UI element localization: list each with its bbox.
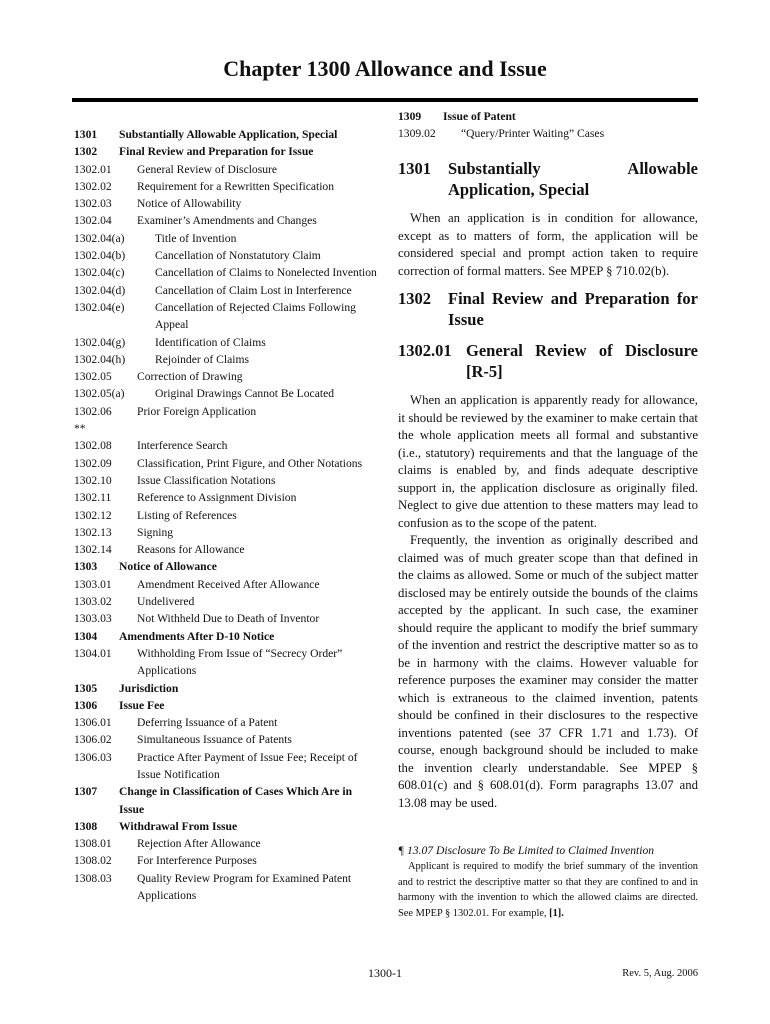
toc-title: Interference Search	[137, 439, 228, 453]
toc-title: Cancellation of Claim Lost in Interference	[155, 283, 352, 297]
toc-entry	[74, 195, 379, 212]
toc-entry	[74, 230, 379, 247]
toc-number: 1302.12	[74, 508, 112, 522]
toc-entry	[74, 247, 379, 264]
section-heading	[398, 158, 698, 200]
toc-title: Cancellation of Claims to Nonelected Invention	[155, 266, 377, 280]
chapter-title: Chapter 1300 Allowance and Issue	[223, 56, 547, 81]
toc-title: Cancellation of Rejected Claims Following Appeal	[155, 300, 356, 332]
toc-number: 1303.01	[74, 577, 112, 591]
toc-entry	[74, 455, 379, 472]
toc-number: 1308.02	[74, 854, 112, 868]
section-1302-01-body	[398, 392, 698, 812]
toc-number: 1302	[74, 145, 98, 159]
section-heading	[398, 340, 698, 382]
toc-number: 1302.04(c)	[74, 266, 125, 280]
toc-entry	[74, 507, 379, 524]
section-1301-body	[398, 210, 698, 280]
section-1302-01	[398, 340, 698, 382]
toc-number: 1301	[74, 128, 98, 141]
toc-number: 1306.03	[74, 750, 112, 764]
paragraph: When an application is in condition for allowance, except as to matters of form, the application will be considered special and prompt action taken to require correction of formal matters. See MPEP § 710.02(b).	[398, 211, 698, 278]
form-paragraph-note	[398, 843, 698, 921]
toc-title: Jurisdiction	[119, 681, 179, 695]
toc-number: 1302.04(g)	[74, 335, 126, 349]
section-1302	[398, 288, 698, 330]
section-title: General Review of Disclosure [R-5]	[466, 341, 698, 381]
toc-title: Withdrawal From Issue	[119, 819, 238, 833]
toc-title: Reference to Assignment Division	[137, 491, 297, 505]
toc-entry	[74, 558, 379, 575]
toc-number: 1302.04(e)	[74, 300, 125, 314]
section-number: 1302.01	[398, 341, 452, 360]
toc-title: Prior Foreign Application	[137, 404, 257, 418]
toc-title	[137, 420, 379, 437]
toc-entry	[74, 472, 379, 489]
toc-number: 1302.11	[74, 491, 112, 505]
toc-title: Quality Review Program for Examined Patent Applications	[137, 871, 352, 903]
toc-title: Rejoinder of Claims	[155, 352, 250, 366]
toc-number: 1302.04(d)	[74, 283, 126, 297]
toc-entry	[74, 178, 379, 195]
toc-entry	[74, 835, 379, 852]
toc-entry	[74, 593, 379, 610]
section-title: Substantially Allowable Application, Special	[448, 159, 698, 199]
toc-entry	[74, 818, 379, 835]
toc-entry	[74, 610, 379, 627]
note-title: ¶ 13.07 Disclosure To Be Limited to Claimed Invention	[398, 844, 655, 857]
toc-title: Classification, Print Figure, and Other Notations	[137, 456, 363, 470]
toc-entry	[74, 299, 379, 334]
toc-title: Final Review and Preparation for Issue	[119, 145, 314, 159]
toc-number: 1308	[74, 819, 98, 833]
toc-number: 1304.01	[74, 646, 112, 660]
toc-title: Rejection After Allowance	[137, 837, 261, 851]
section-1301	[398, 158, 698, 200]
toc-entry	[74, 524, 379, 541]
toc-number: 1306	[74, 698, 98, 712]
toc-number: 1302.04	[74, 214, 112, 228]
toc-title: Listing of References	[137, 508, 237, 522]
toc-number: 1302.05(a)	[74, 387, 125, 401]
toc-entry	[74, 783, 379, 818]
toc-entry	[74, 714, 379, 731]
toc-title: Practice After Payment of Issue Fee; Receipt of Issue Notification	[137, 750, 358, 781]
toc-entry	[74, 161, 379, 178]
toc-title: Not Withheld Due to Death of Inventor	[137, 612, 320, 626]
toc-entry	[74, 385, 379, 402]
toc-title: For Interference Purposes	[137, 854, 257, 868]
toc-number: 1303.03	[74, 612, 112, 626]
note-bracket: [1].	[549, 907, 564, 919]
toc-entry	[74, 697, 379, 714]
toc-entry	[74, 731, 379, 748]
toc-entry	[74, 489, 379, 506]
toc-title: Examiner’s Amendments and Changes	[137, 214, 317, 228]
toc-title: Signing	[137, 525, 174, 539]
toc-number: 1302.04(h)	[74, 352, 126, 366]
page-number: 1300-1	[368, 966, 402, 980]
paragraph: When an application is apparently ready for allowance, it should be reviewed by the examiner to make certain that the whole application meets all formal and substantive (i.e., statutory) requirements and that the language of the claims is enabled by, and finds adequate descriptive support in, the application disclosure as originally filed. Neglect to give due attention to these matters may lead to confusion as to the scope of the patent.	[398, 393, 698, 530]
toc-entry	[74, 437, 379, 454]
toc-entry	[74, 628, 379, 645]
toc-title: Correction of Drawing	[137, 370, 243, 384]
toc-entry	[74, 126, 379, 143]
paragraph: Frequently, the invention as originally described and claimed was of much greater scope than that defined in the claims as allowed. Some or much of the subject matter disclosed may be entirely outside the bounds of the claims accepted by the applicant. In such case, the examiner should require the applicant to modify the brief summary of the invention and restrict the descriptive matter so as to be in harmony with the claims. However valuable for reference purposes the examiner may consider the matter which is extraneous to the claimed invention, patents should be confined in their disclosures to the respective inventions patented (see 37 CFR 1.71 and 1.73). Of course, enough background should be included to make the invention clearly understandable. See MPEP § 608.01(c) and § 608.01(d). Form paragraphs 13.07 and 13.08 may be used.	[398, 533, 698, 810]
toc-title: Simultaneous Issuance of Patents	[137, 733, 292, 747]
toc-entry	[74, 334, 379, 351]
toc-number: 1302.05	[74, 370, 112, 384]
revision-date: Rev. 5, Aug. 2006	[622, 968, 698, 979]
toc-number: 1302.13	[74, 525, 112, 539]
note-text: Applicant is required to modify the brief summary of the invention and to restrict the descriptive matter so that they are confined to and in harmony with the invention to which the allowed claims are directed. See MPEP § 1302.01. For example,	[398, 861, 698, 919]
toc-number: 1302.09	[74, 456, 112, 470]
toc-title: Notice of Allowability	[137, 197, 242, 211]
toc-title: Amendment Received After Allowance	[137, 577, 320, 591]
toc-entry	[398, 125, 698, 142]
toc-title: Cancellation of Nonstatutory Claim	[155, 249, 321, 263]
toc-number: 1305	[74, 681, 98, 695]
toc-number: 1309.02	[398, 127, 436, 141]
toc-entry	[74, 576, 379, 593]
toc-entry	[74, 351, 379, 368]
toc-number: 1307	[74, 785, 98, 799]
note-body	[398, 859, 698, 921]
toc-number: 1302.04(a)	[74, 231, 125, 245]
section-heading	[398, 288, 698, 330]
toc-entry	[74, 749, 379, 784]
toc-number: 1302.01	[74, 162, 112, 176]
toc-title: Amendments After D-10 Notice	[119, 629, 275, 643]
table-of-contents-right	[398, 108, 698, 143]
toc-entry	[74, 212, 379, 229]
toc-entry	[74, 541, 379, 558]
section-title: Final Review and Preparation for Issue	[448, 289, 698, 329]
toc-number: 1302.02	[74, 179, 112, 193]
toc-number: 1302.14	[74, 543, 112, 557]
toc-title: Substantially Allowable Application, Special	[119, 128, 338, 141]
toc-number: 1302.06	[74, 404, 112, 418]
toc-number: 1302.04(b)	[74, 249, 126, 263]
toc-entry	[74, 420, 379, 437]
toc-title: Notice of Allowance	[119, 560, 217, 574]
toc-entry	[74, 870, 379, 905]
toc-title: Requirement for a Rewritten Specification	[137, 179, 335, 193]
toc-number: 1302.10	[74, 473, 112, 487]
toc-number: 1304	[74, 629, 98, 643]
toc-number: 1302.03	[74, 197, 112, 211]
table-of-contents-left	[74, 126, 379, 904]
toc-entry	[74, 264, 379, 281]
toc-number: 1308.03	[74, 871, 112, 885]
toc-entry	[74, 282, 379, 299]
toc-number: 1309	[398, 110, 422, 123]
toc-number: **	[74, 422, 86, 436]
toc-title: Issue Classification Notations	[137, 473, 276, 487]
toc-number: 1303	[74, 560, 98, 574]
section-number: 1301	[398, 159, 431, 178]
toc-title: Withholding From Issue of “Secrecy Order” Applications	[137, 646, 343, 678]
toc-number: 1303.02	[74, 595, 112, 609]
toc-number: 1306.02	[74, 733, 112, 747]
toc-title: Change in Classification of Cases Which Are in Issue	[119, 785, 353, 816]
toc-number: 1302.08	[74, 439, 112, 453]
section-number: 1302	[398, 289, 431, 308]
toc-title: Issue of Patent	[443, 110, 516, 123]
toc-number: 1308.01	[74, 837, 112, 851]
toc-title: Title of Invention	[155, 231, 237, 245]
toc-title: Reasons for Allowance	[137, 543, 245, 557]
title-divider	[72, 98, 698, 102]
toc-entry	[74, 645, 379, 680]
toc-entry	[398, 108, 698, 125]
toc-entry	[74, 143, 379, 160]
toc-title: “Query/Printer Waiting” Cases	[461, 127, 605, 141]
toc-entry	[74, 368, 379, 385]
toc-title: Deferring Issuance of a Patent	[137, 716, 278, 730]
toc-number: 1306.01	[74, 716, 112, 730]
toc-title: Original Drawings Cannot Be Located	[155, 387, 335, 401]
toc-entry	[74, 680, 379, 697]
toc-title: Issue Fee	[119, 698, 165, 712]
toc-title: General Review of Disclosure	[137, 162, 278, 176]
toc-entry	[74, 403, 379, 420]
toc-entry	[74, 852, 379, 869]
toc-title: Identification of Claims	[155, 335, 266, 349]
toc-title: Undelivered	[137, 595, 195, 609]
